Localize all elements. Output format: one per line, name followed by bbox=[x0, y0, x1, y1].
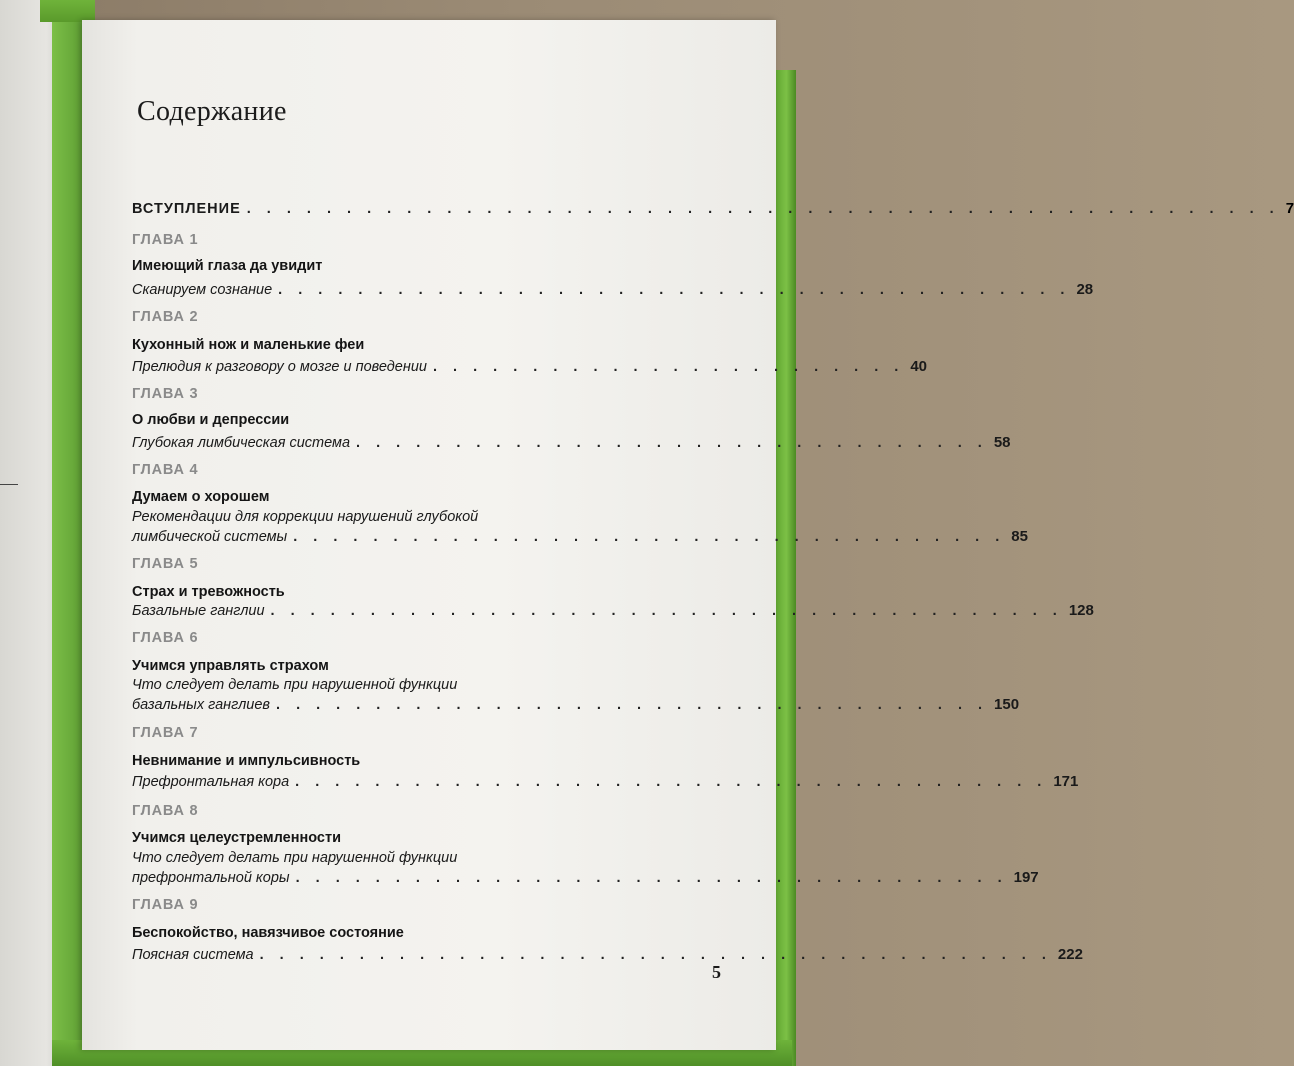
chapter-label: ГЛАВА 2 bbox=[132, 309, 199, 325]
page-title: Содержание bbox=[137, 96, 287, 127]
chapter-label: ГЛАВА 1 bbox=[132, 232, 199, 248]
leader-dots: . . . . . . . . . . . . . . . . . . . . . . . . . . . . . . . . . . . . . . . . bbox=[278, 282, 1071, 298]
toc-page-number: 128 bbox=[1068, 602, 1094, 619]
chapter-title[interactable]: О любви и депрессии bbox=[132, 412, 290, 428]
toc-entry[interactable] bbox=[132, 773, 1079, 790]
toc-page-number: 85 bbox=[1011, 528, 1028, 545]
toc-entry[interactable] bbox=[132, 528, 1028, 545]
toc-entry[interactable] bbox=[132, 434, 1011, 451]
chapter-subtitle-continued: префронтальной коры bbox=[132, 870, 290, 886]
leader-dots: . . . . . . . . . . . . . . . . . . . . . . . . . . . . . . . . bbox=[356, 435, 988, 451]
chapter-subtitle: Префронтальная кора bbox=[132, 774, 290, 790]
chapter-title[interactable]: Имеющий глаза да увидит bbox=[132, 258, 323, 274]
toc-page-number: 171 bbox=[1053, 773, 1079, 790]
leader-dots: . . . . . . . . . . . . . . . . . . . . . . . . . . . . . . . . . . . . . . . . bbox=[270, 603, 1063, 619]
chapter-title[interactable]: Кухонный нож и маленькие феи bbox=[132, 337, 365, 353]
toc-entry[interactable] bbox=[132, 696, 1020, 713]
left-page-rule bbox=[0, 484, 18, 485]
toc-entry[interactable] bbox=[132, 946, 1083, 963]
toc-page-number: 222 bbox=[1057, 946, 1083, 963]
toc-page-number: 40 bbox=[910, 358, 928, 375]
chapter-subtitle: Что следует делать при нарушенной функции bbox=[132, 850, 458, 866]
book-cover-edge-left bbox=[52, 0, 84, 1066]
chapter-label: ГЛАВА 4 bbox=[132, 462, 199, 478]
leader-dots: . . . . . . . . . . . . . . . . . . . . . . . . . . . . . . . . . . . . . . . . . . . . . . . . . . . . bbox=[246, 201, 1280, 217]
toc-page-number: 28 bbox=[1076, 281, 1094, 298]
toc-entry[interactable] bbox=[132, 602, 1094, 619]
chapter-subtitle-continued: базальных ганглиев bbox=[132, 697, 271, 713]
chapter-subtitle: Рекомендации для коррекции нарушений глубокой bbox=[132, 509, 479, 525]
toc-entry[interactable] bbox=[132, 358, 928, 375]
toc-page-number: 7 bbox=[1285, 200, 1294, 217]
toc-entry[interactable] bbox=[132, 869, 1039, 886]
leader-dots: . . . . . . . . . . . . . . . . . . . . . . . . . . . . . . . . . . . . . . . . bbox=[259, 947, 1052, 963]
chapter-subtitle: Что следует делать при нарушенной функции bbox=[132, 677, 458, 693]
chapter-label: ГЛАВА 6 bbox=[132, 630, 199, 646]
chapter-subtitle: Глубокая лимбическая система bbox=[132, 435, 351, 451]
leader-dots: . . . . . . . . . . . . . . . . . . . . . . . . . . . . . . . . . . . . bbox=[295, 870, 1008, 886]
chapter-title[interactable]: Учимся целеустремленности bbox=[132, 830, 341, 846]
leader-dots: . . . . . . . . . . . . . . . . . . . . . . . . . . . . . . . . . . . . bbox=[276, 697, 989, 713]
leader-dots: . . . . . . . . . . . . . . . . . . . . . . . . . . . . . . . . . . . . bbox=[293, 529, 1006, 545]
chapter-label: ГЛАВА 9 bbox=[132, 897, 199, 913]
toc-page-number: 150 bbox=[994, 696, 1020, 713]
chapter-label: ГЛАВА 3 bbox=[132, 386, 199, 402]
toc-entry[interactable] bbox=[132, 281, 1094, 298]
toc-page-number: 197 bbox=[1013, 869, 1039, 886]
chapter-title[interactable]: Страх и тревожность bbox=[132, 584, 285, 600]
chapter-label: ГЛАВА 8 bbox=[132, 803, 199, 819]
contents-page bbox=[82, 20, 1294, 1050]
chapter-title[interactable]: Учимся управлять страхом bbox=[132, 658, 329, 674]
toc-intro-label: ВСТУПЛЕНИЕ bbox=[132, 201, 241, 217]
chapter-title[interactable]: Беспокойство, навязчивое состояние bbox=[132, 925, 404, 941]
leader-dots: . . . . . . . . . . . . . . . . . . . . . . . . . . . . . . . . . . . . . . bbox=[295, 774, 1048, 790]
chapter-label: ГЛАВА 7 bbox=[132, 725, 199, 741]
toc-page-number: 58 bbox=[993, 434, 1011, 451]
chapter-subtitle-continued: лимбической системы bbox=[132, 529, 288, 545]
toc-intro-entry[interactable] bbox=[132, 200, 1294, 217]
chapter-subtitle: Базальные ганглии bbox=[132, 603, 265, 619]
chapter-subtitle: Прелюдия к разговору о мозге и поведении bbox=[132, 359, 427, 375]
page-number: 5 bbox=[712, 962, 721, 982]
chapter-label: ГЛАВА 5 bbox=[132, 556, 199, 572]
leader-dots: . . . . . . . . . . . . . . . . . . . . . . . . bbox=[432, 359, 905, 375]
chapter-title[interactable]: Невнимание и импульсивность bbox=[132, 753, 361, 769]
chapter-title[interactable]: Думаем о хорошем bbox=[132, 489, 270, 505]
book-cover-edge-top bbox=[40, 0, 95, 22]
chapter-subtitle: Поясная система bbox=[132, 947, 254, 963]
chapter-subtitle: Сканируем сознание bbox=[132, 282, 273, 298]
